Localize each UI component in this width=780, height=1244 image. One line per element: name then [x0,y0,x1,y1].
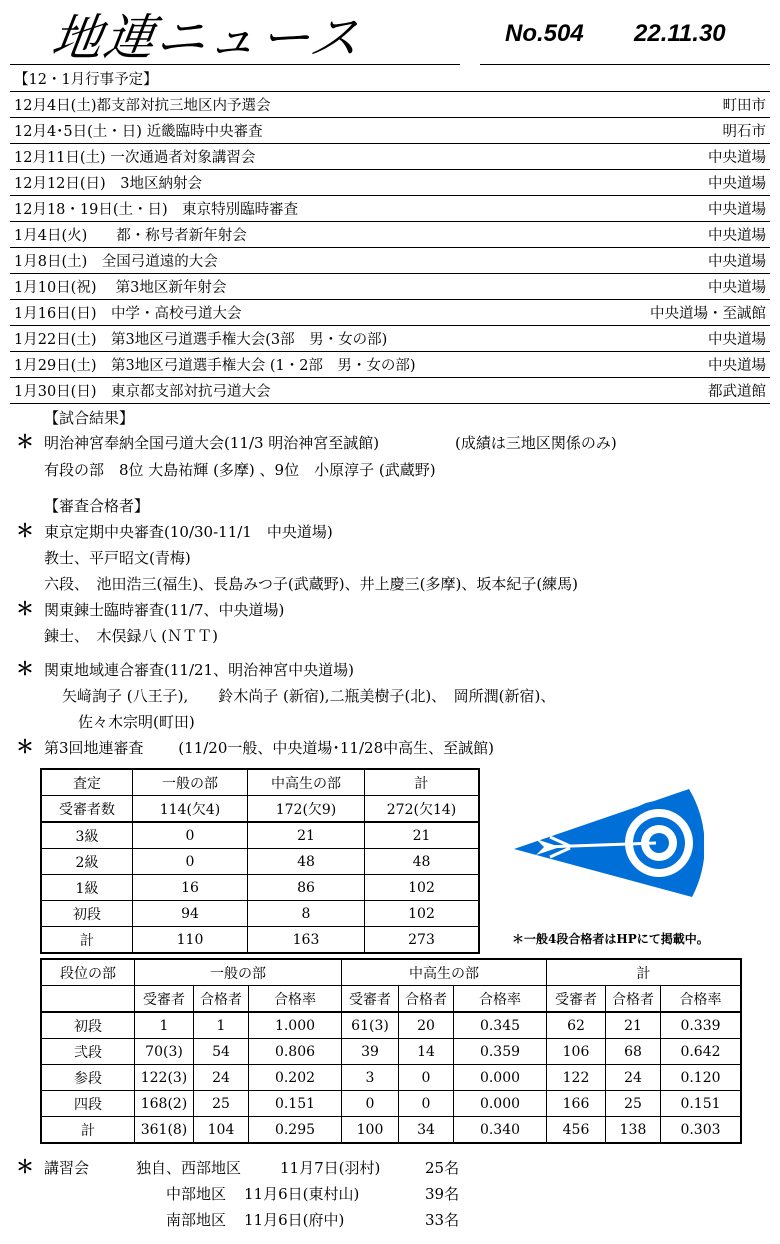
table-row [41,822,479,849]
table-header-cell: 合格者 [194,986,249,1013]
table-row [41,1039,741,1065]
schedule-row [10,352,770,378]
asterisk-bullet: ＊ [16,599,34,620]
table-header-cell: 合格率 [454,986,547,1013]
table-cell: 21 [248,822,365,849]
seminar-label: 講習会 [44,1159,90,1177]
table-cell: 166 [547,1091,606,1117]
passer-line: 矢﨑詢子 (八王子), 鈴木尚子 (新宿),二瓶美樹子(北)、 岡所潤(新宿)、 [62,687,556,705]
schedule-event: 12月11日(土) 一次通過者対象講習会 [10,144,593,170]
schedule-place: 中央道場 [593,222,770,248]
table-cell: 70(3) [135,1039,194,1065]
table-cell: 3 [342,1065,399,1091]
table-cell: 100 [342,1117,399,1144]
table-cell: 20 [399,1012,454,1039]
schedule-place: 中央道場 [593,274,770,300]
header-rule-left [10,64,460,65]
table-cell: 参段 [41,1065,135,1091]
schedule-row [10,118,770,144]
table-cell: 14 [399,1039,454,1065]
table-cell: 四段 [41,1091,135,1117]
table-cell: 172(欠9) [248,796,365,823]
schedule-heading: 【12・1月行事予定】 [10,66,770,92]
schedule-row [10,326,770,352]
table-cell: 弐段 [41,1039,135,1065]
table-header-cell: 計 [365,769,480,796]
schedule-row [10,274,770,300]
results-heading: 【試合結果】 [44,409,135,427]
table-cell: 1 [135,1012,194,1039]
schedule-row [10,170,770,196]
table-cell: 1級 [41,875,133,901]
table-cell: 計 [41,1117,135,1144]
table-cell: 1 [194,1012,249,1039]
seminar-count: 39名 [425,1185,460,1203]
table-row [41,901,479,927]
table-cell: 21 [365,822,480,849]
schedule-place: 中央道場 [593,196,770,222]
table-cell: 0 [133,849,248,875]
table-header-cell: 受審者 [135,986,194,1013]
seminar-date: 11月6日(東村山) [244,1185,360,1203]
table-cell: 初段 [41,1012,135,1039]
table-header-cell: 計 [547,959,742,986]
table-cell: 54 [194,1039,249,1065]
table-cell: 0.120 [661,1065,742,1091]
table-cell: 273 [365,927,480,954]
table-cell: 361(8) [135,1117,194,1144]
table-cell: 0.642 [661,1039,742,1065]
schedule-row [10,196,770,222]
table-cell: 122(3) [135,1065,194,1091]
schedule-event: 1月10日(祝) 第3地区新年射会 [10,274,593,300]
table-cell: 0.151 [661,1091,742,1117]
results-detail: 有段の部 8位 大島祐輝 (多摩) 、9位 小原淳子 (武蔵野) [44,461,436,479]
table-header-cell: 査定 [41,769,133,796]
table-row [41,796,479,823]
passer-line: 佐々木宗明(町田) [78,713,195,731]
table-cell: 0.000 [454,1091,547,1117]
schedule-place: 中央道場 [593,352,770,378]
table-cell: 138 [606,1117,661,1144]
table-header-row [41,769,479,796]
table-cell: 0.345 [454,1012,547,1039]
schedule-place: 中央道場 [593,248,770,274]
table-cell: 48 [248,849,365,875]
seminar-count: 33名 [425,1211,460,1229]
results-event: 明治神宮奉納全国弓道大会(11/3 明治神宮至誠館) [44,434,380,452]
table-cell: 61(3) [342,1012,399,1039]
table-cell: 24 [194,1065,249,1091]
issue-date: 22.11.30 [634,20,726,47]
seminar-date: 11月7日(羽村) [280,1159,381,1177]
table-cell: 16 [133,875,248,901]
schedule-event: 1月30日(日) 東京都支部対抗弓道大会 [10,378,593,404]
table-row [41,927,479,954]
schedule-row [10,92,770,118]
table-header-cell: 一般の部 [133,769,248,796]
table-cell: 68 [606,1039,661,1065]
table-cell: 0.339 [661,1012,742,1039]
table-cell: 86 [248,875,365,901]
newsletter-title: 地連ニュース [47,9,366,67]
table-cell: 0 [342,1091,399,1117]
passer-line: 教士、平戸昭文(青梅) [44,549,191,567]
schedule-place: 中央道場 [593,144,770,170]
table-cell: 25 [606,1091,661,1117]
table-cell: 39 [342,1039,399,1065]
table-row [41,1065,741,1091]
table-cell: 0.000 [454,1065,547,1091]
table-cell: 計 [41,927,133,954]
schedule-row [10,222,770,248]
table-cell: 48 [365,849,480,875]
asterisk-bullet: ＊ [16,1157,34,1178]
table-cell: 初段 [41,901,133,927]
schedule-row [10,248,770,274]
table-header-cell: 合格者 [606,986,661,1013]
schedule-row [10,378,770,404]
table-row [41,1012,741,1039]
table-header-cell: 合格率 [661,986,742,1013]
schedule-event: 12月12日(日) 3地区納射会 [10,170,593,196]
table-row [41,875,479,901]
table-header-cell: 合格者 [399,986,454,1013]
schedule-place: 明石市 [593,118,770,144]
schedule-place: 都武道館 [593,378,770,404]
table-header-row [41,959,741,986]
table-header-cell: 中高生の部 [342,959,547,986]
table-cell: 3級 [41,822,133,849]
passer-line: 六段、 池田浩三(福生)、長島みつ子(武蔵野)、井上慶三(多摩)、坂本紀子(練馬) [44,575,579,593]
table-cell: 0 [399,1065,454,1091]
table-cell: 122 [547,1065,606,1091]
schedule-place: 中央道場 [593,170,770,196]
table-cell: 94 [133,901,248,927]
table-header-cell: 段位の部 [41,959,135,986]
schedule-event: 1月29日(土) 第3地区弓道選手権大会 (1・2部 男・女の部) [10,352,593,378]
schedule-row [10,144,770,170]
schedule-heading-row [10,66,770,92]
schedule-event: 1月8日(土) 全国弓道遠的大会 [10,248,593,274]
table-cell: 272(欠14) [365,796,480,823]
table-cell: 0.340 [454,1117,547,1144]
passer-exam-title: 第3回地連審査 (11/20一般、中央道場･11/28中高生、至誠館) [44,739,494,757]
passer-exam-title: 関東錬士臨時審査(11/7、中央道場) [44,601,285,619]
table-subheader-row [41,986,741,1013]
table-cell: 104 [194,1117,249,1144]
seminar-area: 南部地区 [166,1211,227,1229]
passer-line: 錬士、 木俣録八 (ＮＴＴ) [44,627,218,645]
schedule-place: 中央道場 [593,326,770,352]
schedule-event: 12月18・19日(土・日) 東京特別臨時審査 [10,196,593,222]
table-cell: 0.303 [661,1117,742,1144]
schedule-table [10,66,770,404]
table-cell: 163 [248,927,365,954]
schedule-place: 中央道場・至誠館 [593,300,770,326]
table-header-cell [41,986,135,1013]
table-cell: 2級 [41,849,133,875]
seminar-area: 中部地区 [166,1185,227,1203]
table-cell: 0.151 [249,1091,342,1117]
schedule-event: 12月4日(土)都支部対抗三地区内予選会 [10,92,593,118]
table-cell: 0.295 [249,1117,342,1144]
table-cell: 0 [399,1091,454,1117]
asterisk-bullet: ＊ [16,432,34,453]
table-cell: 0.359 [454,1039,547,1065]
table-header-cell: 合格率 [249,986,342,1013]
table-row [41,1117,741,1144]
table-cell: 24 [606,1065,661,1091]
passers-heading: 【審査合格者】 [44,497,150,515]
table-cell: 受審者数 [41,796,133,823]
table-cell: 0.806 [249,1039,342,1065]
table-cell: 106 [547,1039,606,1065]
table-row [41,849,479,875]
asterisk-bullet: ＊ [16,659,34,680]
table-header-cell: 受審者 [342,986,399,1013]
schedule-event: 1月16日(日) 中学・高校弓道大会 [10,300,593,326]
asterisk-bullet: ＊ [16,737,34,758]
table-cell: 168(2) [135,1091,194,1117]
table-cell: 0.202 [249,1065,342,1091]
passer-exam-title: 関東地域連合審査(11/21、明治神宮中央道場) [44,661,354,679]
seminar-date: 11月6日(府中) [244,1211,345,1229]
dan-results-table [40,958,742,1144]
table-header-cell: 一般の部 [135,959,342,986]
schedule-place: 町田市 [593,92,770,118]
target-arrow-logo [514,787,704,899]
table-cell: 114(欠4) [133,796,248,823]
table-cell: 102 [365,875,480,901]
seminar-area: 独自、西部地区 [136,1159,242,1177]
table-cell: 0 [133,822,248,849]
issue-number: No.504 [505,20,584,47]
asterisk-bullet: ＊ [16,521,34,542]
table-cell: 25 [194,1091,249,1117]
table-header-cell: 中高生の部 [248,769,365,796]
table-cell: 34 [399,1117,454,1144]
schedule-event: 1月22日(土) 第3地区弓道選手権大会(3部 男・女の部) [10,326,593,352]
exam-summary-table [40,768,480,954]
table-row [41,1091,741,1117]
schedule-event: 1月4日(火) 都・称号者新年射会 [10,222,593,248]
seminar-count: 25名 [425,1159,460,1177]
table-cell: 1.000 [249,1012,342,1039]
table-cell: 21 [606,1012,661,1039]
header-rule-right [480,64,770,65]
schedule-event: 12月4･5日(土・日) 近畿臨時中央審査 [10,118,593,144]
table-cell: 102 [365,901,480,927]
passer-exam-title: 東京定期中央審査(10/30-11/1 中央道場) [44,523,333,541]
table-cell: 8 [248,901,365,927]
hp-note: ＊一般4段合格者はHPにて掲載中。 [512,932,709,946]
table-header-cell: 受審者 [547,986,606,1013]
table-cell: 110 [133,927,248,954]
results-note: (成績は三地区関係のみ) [455,434,617,452]
schedule-row [10,300,770,326]
table-cell: 62 [547,1012,606,1039]
table-cell: 456 [547,1117,606,1144]
